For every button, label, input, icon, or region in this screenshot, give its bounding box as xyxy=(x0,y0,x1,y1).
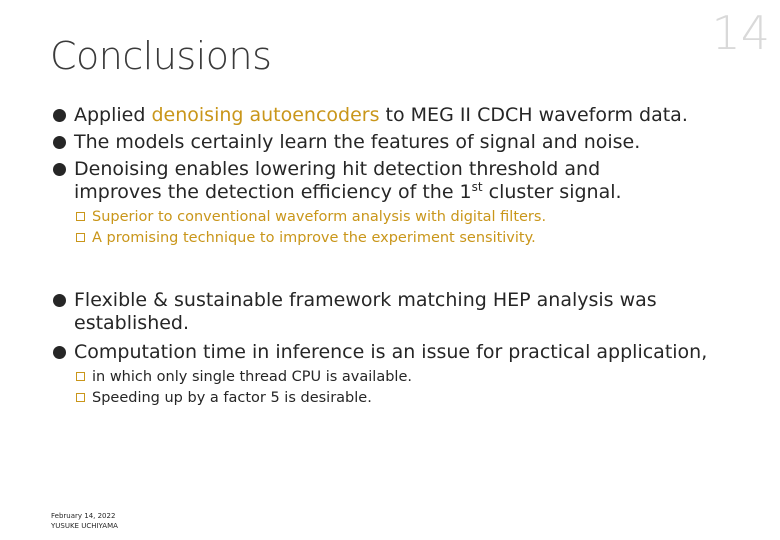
bullet-text: cluster signal. xyxy=(482,181,622,203)
sub-bullet-text: A promising technique to improve the experiment sensitivity. xyxy=(92,230,536,246)
footer xyxy=(51,511,118,531)
sub-bullet-item xyxy=(52,228,762,249)
superscript: st xyxy=(471,180,483,194)
bullet-list xyxy=(52,104,762,409)
bullet-text: Flexible & sustainable framework matching HEP analysis was established. xyxy=(74,289,657,334)
checkbox-bullet-icon xyxy=(76,233,85,242)
bullet-item xyxy=(52,158,762,204)
page-number: 14 xyxy=(711,6,770,60)
bullet-dot-icon xyxy=(53,163,66,176)
sub-list xyxy=(52,367,762,409)
bullet-dot-icon xyxy=(53,346,66,359)
bullet-text: Computation time in inference is an issue for practical application, xyxy=(74,341,708,363)
checkbox-bullet-icon xyxy=(76,212,85,221)
checkbox-bullet-icon xyxy=(76,393,85,402)
bullet-dot-icon xyxy=(53,294,66,307)
footer-date: February 14, 2022 xyxy=(51,512,116,520)
bullet-text: to MEG II CDCH waveform data. xyxy=(379,104,688,126)
sub-bullet-text: Speeding up by a factor 5 is desirable. xyxy=(92,390,372,406)
sub-bullet-item xyxy=(52,207,762,228)
sub-bullet-text: Superior to conventional waveform analysis with digital filters. xyxy=(92,209,547,225)
sub-list xyxy=(52,207,762,249)
bullet-text: Applied xyxy=(74,104,152,126)
bullet-item xyxy=(52,104,762,127)
bullet-item xyxy=(52,289,714,335)
bullet-item xyxy=(52,341,762,364)
sub-bullet-text: in which only single thread CPU is available. xyxy=(92,369,412,385)
footer-author: YUSUKE UCHIYAMA xyxy=(51,522,118,530)
bullet-text: improves the detection efficiency of the 1 xyxy=(74,181,472,203)
bullet-dot-icon xyxy=(53,109,66,122)
slide-title: Conclusions xyxy=(50,34,272,78)
sub-bullet-item xyxy=(52,388,762,409)
bullet-dot-icon xyxy=(53,136,66,149)
bullet-item xyxy=(52,131,762,154)
checkbox-bullet-icon xyxy=(76,372,85,381)
bullet-text: Denoising enables lowering hit detection threshold and xyxy=(74,158,601,180)
bullet-text: The models certainly learn the features of signal and noise. xyxy=(74,131,641,153)
highlight-term: denoising autoencoders xyxy=(151,104,380,126)
sub-bullet-item xyxy=(52,367,762,388)
